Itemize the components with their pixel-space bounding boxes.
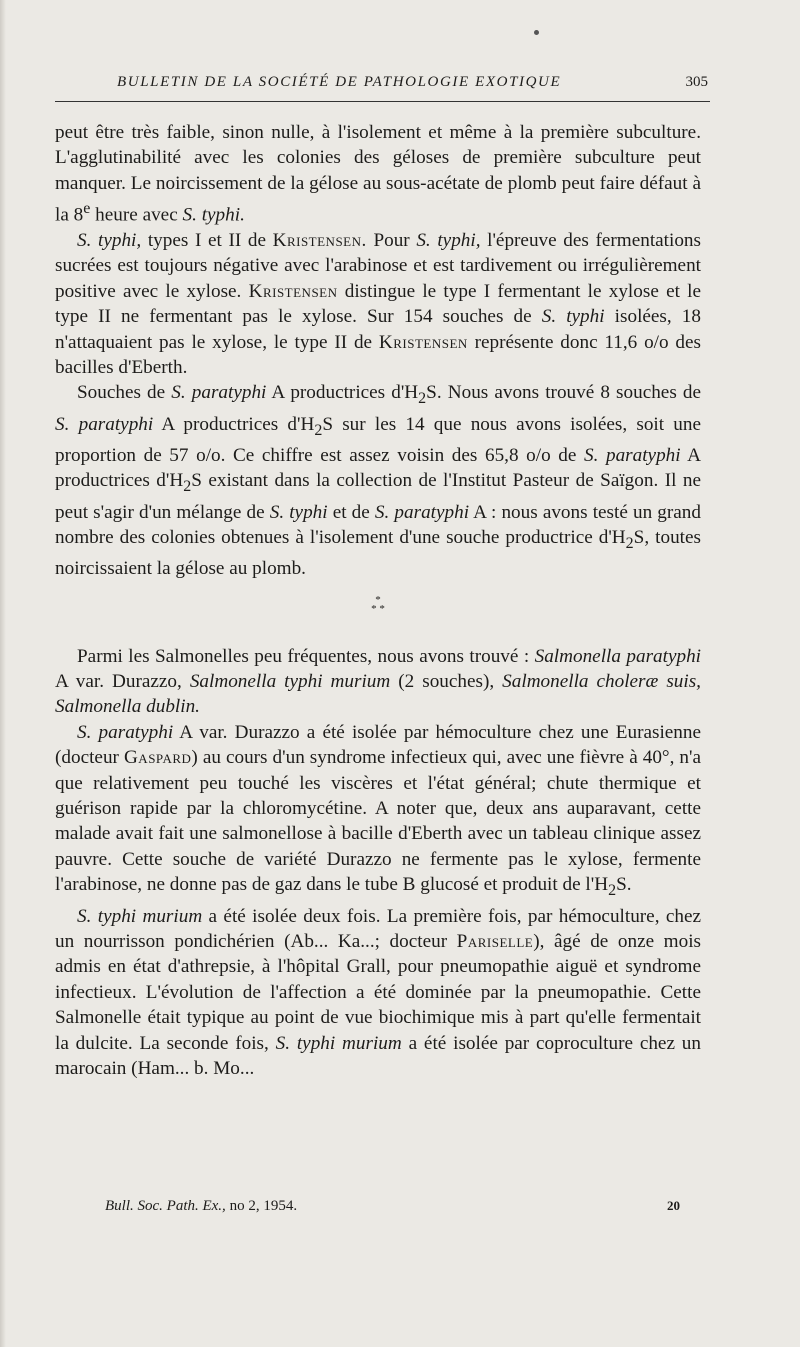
species-name: S. typhi, xyxy=(77,230,142,252)
text-run: Pour xyxy=(366,230,417,252)
text-run: ), âgé de onze mois admis en état d'athrepsie, à l'hôpital Grall, pour pneumopathie aiguë et syndrome infectieux. L'évolution de l'affection a été dominée par la pneumopathie. Cette Salmonelle était typique au point de vue biochimique mis à part qu'elle fermentait la dulcite. La seconde fois, xyxy=(55,930,701,1054)
text-run: A productrices d'H xyxy=(266,382,419,404)
species-name: S. paratyphi xyxy=(171,382,267,404)
species-name: Salmonella choleræ suis, Salmonella dublin. xyxy=(55,671,701,718)
signature-mark: 20 xyxy=(667,1198,680,1213)
citation-abbrev: Bull. Soc. Path. Ex., xyxy=(105,1198,226,1214)
paragraph-3 xyxy=(55,380,701,581)
species-name: S. paratyphi xyxy=(55,413,154,435)
subscript: 2 xyxy=(625,534,634,552)
text-run: A var. Durazzo a été isolée par hémoculture chez une Eurasienne (docteur xyxy=(55,721,701,769)
text-run: A productrices d'H xyxy=(55,444,701,492)
text-run: (2 souches), xyxy=(390,671,503,693)
separator-star-top: * xyxy=(375,593,381,606)
species-name: Salmonella typhi murium xyxy=(189,671,391,693)
paragraph-4 xyxy=(55,644,701,720)
text-run: ) au cours d'un syndrome infectieux qui, avec une fièvre à 40°, n'a que relativement peu touché les viscères et l'état général; chute thermique et guérison rapide par la chloromycétine. A noter que, deux ans auparavant, cette malade avait fait une salmonellose à bacille d'Eberth avec un tableau clinique assez pauvre. Cette souche de variété Durazzo ne fermente pas le xylose, fermente l'arabinose, ne donne pas de gaz dans le tube B glucosé et produit de l'H xyxy=(55,747,701,896)
text-run: l'épreuve des fermentations sucrées est toujours négative avec l'arabinose et est tardivement ou irrégulièrement positive avec le xylose. xyxy=(55,230,701,302)
text-run: distingue le type I fermentant le xylose et le type II ne fermentant pas le xylose. Sur 154 souches de xyxy=(55,280,701,328)
species-name: S. typhi xyxy=(541,306,605,328)
author-name: Kristensen xyxy=(248,280,338,302)
citation-issue: no 2, 1954. xyxy=(225,1198,298,1214)
section-separator xyxy=(55,593,701,615)
text-run: S. Nous avons trouvé 8 souches de xyxy=(426,382,701,404)
running-header xyxy=(55,74,710,98)
species-name: S. typhi, xyxy=(416,230,481,252)
author-name: Kristensen xyxy=(378,331,468,353)
text-run: S, toutes noircissaient la gélose au plomb. xyxy=(55,526,701,580)
species-name: S. typhi xyxy=(269,501,328,523)
text-run: Souches de xyxy=(77,382,172,404)
text-run: S. xyxy=(616,874,632,896)
species-name: S. typhi murium xyxy=(77,905,203,927)
species-name: S. typhi. xyxy=(182,204,245,226)
text-run: a été isolée par coproculture chez un marocain (Ham... b. Mo... xyxy=(55,1032,701,1079)
subscript: 2 xyxy=(418,390,427,408)
text-run: a été isolée deux fois. La première fois, par hémoculture, chez un nourrisson pondichérien (Ab... Ka...; docteur xyxy=(55,905,701,952)
page-number: 305 xyxy=(685,74,708,90)
superscript: e xyxy=(83,200,91,218)
journal-citation xyxy=(105,1198,297,1215)
species-name: Salmonella paratyphi xyxy=(534,645,701,667)
text-run: heure avec xyxy=(90,204,183,226)
paragraph-1 xyxy=(55,120,701,228)
species-name: S. paratyphi xyxy=(374,501,470,523)
paragraph-5 xyxy=(55,720,701,904)
text-run: types I et II de xyxy=(141,230,273,252)
journal-title: BULLETIN DE LA SOCIÉTÉ DE PATHOLOGIE EXOTIQUE xyxy=(117,74,562,90)
body-text xyxy=(55,120,701,1081)
text-run: et de xyxy=(327,501,375,523)
author-name: Kristensen. xyxy=(272,230,367,252)
text-run: isolées, 18 n'attaquaient pas le xylose, le type II de xyxy=(55,306,701,353)
text-run: Parmi les Salmonelles peu fréquentes, nous avons trouvé : xyxy=(77,645,535,667)
paragraph-2 xyxy=(55,228,701,380)
text-run: représente donc 11,6 o/o des bacilles d'Eberth. xyxy=(55,331,702,379)
author-name: Gaspard xyxy=(123,747,192,769)
text-run: A var. Durazzo, xyxy=(55,671,190,693)
author-name: Pariselle xyxy=(456,930,534,952)
text-run: A productrices d'H xyxy=(153,413,315,435)
ink-speck xyxy=(534,30,539,35)
subscript: 2 xyxy=(608,882,617,900)
paragraph-6 xyxy=(55,904,701,1082)
subscript: 2 xyxy=(314,421,323,439)
subscript: 2 xyxy=(183,478,192,496)
scan-edge-shadow xyxy=(0,0,6,1347)
species-name: S. typhi murium xyxy=(275,1032,402,1054)
text-run: peut être très faible, sinon nulle, à l'isolement et même à la première subculture. L'agglutinabilité avec les colonies des géloses de première subculture peut manquer. Le noircissement de la gélose au sous-acétate de plomb peut faire défaut à la 8 xyxy=(55,122,701,226)
species-name: S. paratyphi xyxy=(583,444,681,466)
species-name: S. paratyphi xyxy=(77,721,174,743)
text-run: A : nous avons testé un grand nombre des colonies obtenues à l'isolement d'une souche productrice d'H xyxy=(55,501,701,548)
page-footer xyxy=(55,1198,701,1222)
text-run: S existant dans la collection de l'Institut Pasteur de Saïgon. Il ne peut s'agir d'un mélange de xyxy=(55,470,701,523)
separator-stars-bottom: * * xyxy=(371,602,385,615)
text-run: S sur les 14 que nous avons isolées, soit une proportion de 57 o/o. Ce chiffre est assez voisin des 65,8 o/o de xyxy=(55,413,701,466)
header-rule xyxy=(55,101,710,102)
